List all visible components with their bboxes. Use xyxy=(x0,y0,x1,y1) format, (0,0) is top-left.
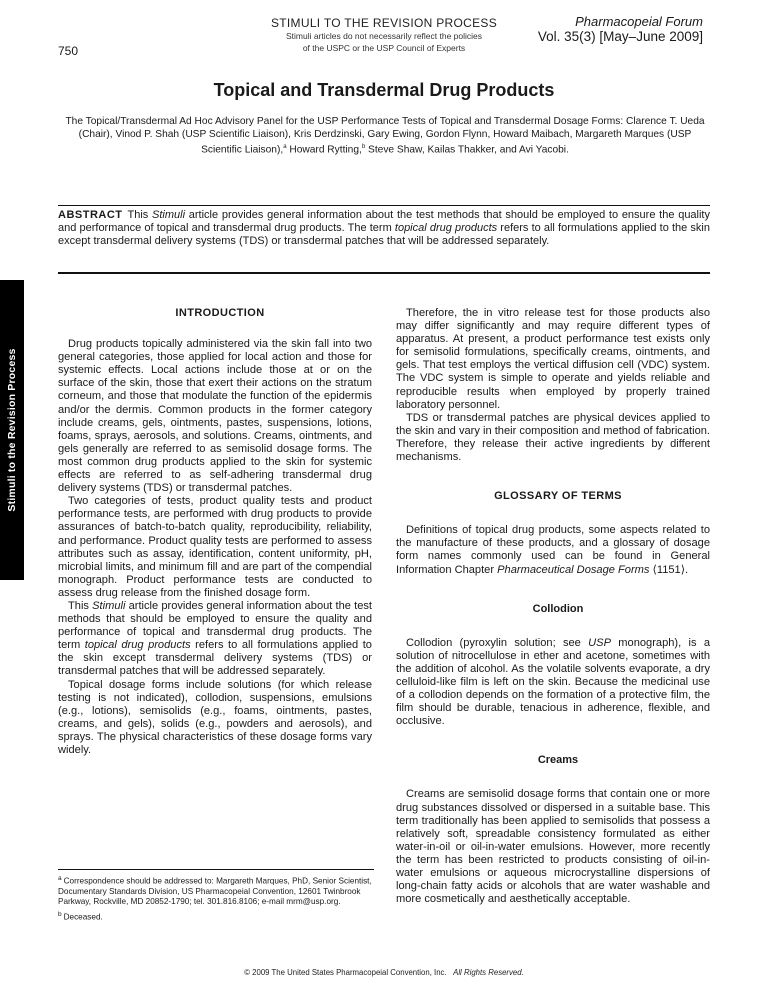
left-column xyxy=(58,307,372,757)
glossary-text-2: ⟨1151⟩. xyxy=(649,563,689,576)
journal-issue: Vol. 35(3) [May–June 2009] xyxy=(537,29,703,44)
intro-paragraph-4: Topical dosage forms include solutions (for which release testing is not indicated), collodion, suspensions, emulsions (e.g., lotions), semisolids (e.g., foams, ointments, pastes, creams, and gels), solids (e.g., powders and aerosols), and sprays. The physical characteristics of these dosage forms vary widely. xyxy=(58,678,372,756)
article-title: Topical and Transdermal Drug Products xyxy=(213,80,555,100)
section-side-tab xyxy=(0,280,24,580)
journal-info xyxy=(538,14,703,44)
copyright-text: © 2009 The United States Pharmacopeial Convention, Inc. xyxy=(244,968,447,977)
footnote-a-text: Correspondence should be addressed to: Margareth Marques, PhD, Senior Scientist, Documentary Standards Division, US Pharmacopeial Convention, 12601 Twinbrook Parkway, Rockville, MD 20852-1790; tel. 301.816.8106; e-mail mrm@usp.org. xyxy=(58,876,372,907)
p3-italic-1: Stimuli xyxy=(92,599,126,612)
authors-text-3: Steve Shaw, Kailas Thakker, and Avi Yacobi. xyxy=(365,144,569,156)
collodion-italic: USP xyxy=(588,636,611,649)
intro-paragraph-6: TDS or transdermal patches are physical devices applied to the skin and vary in their composition and method of fabrication. Therefore, they release their active ingredients by different mechanisms. xyxy=(396,411,710,464)
glossary-text-1: Definitions of topical drug products, some aspects related to the manufacture of these products, and a glossary of dosage form names commonly used can be found in General Information Chapter xyxy=(396,524,710,576)
page-footer xyxy=(0,968,768,977)
rights-text: All Rights Reserved. xyxy=(453,968,524,977)
abstract-italic-1: Stimuli xyxy=(152,209,186,221)
creams-paragraph: Creams are semisolid dosage forms that contain one or more drug substances dissolved or dispersed in a suitable base. This term traditionally has been applied to semisolids that possess a relatively soft, spreadable consistency formulated as either water-in-oil or oil-in-water emulsions. However, more recently the term has been restricted to products consisting of oil-in-water emulsions or aqueous microcrystalline dispersions of long-chain fatty acids or alcohols that are water washable and more cosmetically and aesthetically acceptable. xyxy=(396,788,710,906)
abstract xyxy=(58,209,710,249)
disclaimer-line-1: Stimuli articles do not necessarily reflect the policies xyxy=(285,31,483,41)
glossary-heading: GLOSSARY OF TERMS xyxy=(494,490,622,503)
footnote-rule xyxy=(58,869,374,870)
author-list xyxy=(65,116,705,157)
disclaimer-line-2: of the USPC or the USP Council of Experts xyxy=(302,43,466,53)
page-number: 750 xyxy=(58,44,79,58)
intro-paragraph-1: Drug products topically administered via the skin fall into two general categories, those applied for local action and those for systemic effects. Local actions include those at or on the surface of the skin, those that exert their actions on the stratum corneum, and those that modulate the function of the epidermis and/or the dermis. Common products in the former category include creams, gels, ointments, pastes, suspensions, lotions, foams, sprays, aerosols, and solutions. Creams, ointments, and gels generally are referred to as semisolid dosage forms. The most common drug products applied to the skin for systemic effects are referred to as self-adhering transdermal drug delivery systems (TDS) or transdermal patches. xyxy=(58,338,372,495)
p3-text-1: This xyxy=(68,599,93,612)
footnote-b-text: Deceased. xyxy=(63,913,103,923)
intro-paragraph-2: Two categories of tests, product quality tests and product performance tests, are performed with drug products to provide assurances of batch-to-batch quality, reproducibility, reliability, and performance. Product quality tests are performed to assess attributes such as assay, identification, content uniformity, pH, microbial limits, and minimum fill and are part of the compendial monograph. Product performance tests are conducted to assess drug release from the finished dosage form. xyxy=(58,495,372,599)
footnote-a-mark: a xyxy=(58,875,62,882)
footnote-ref-a: a xyxy=(283,144,287,150)
intro-paragraph-3 xyxy=(58,600,372,679)
abstract-bottom-rule xyxy=(58,272,710,274)
glossary-paragraph xyxy=(396,524,710,576)
journal-name: Pharmacopeial Forum xyxy=(575,14,703,29)
collodion-text-2: monograph), is a solution of nitrocellulose in ether and acetone, sometimes with the addition of alcohol. As the volatile solvents evaporate, a dry celluloid-like film is left on the skin. Because the medicinal use of a collodion depends on the formation of a protective film, the film should be durable, tenacious in adherence, flexible, and occlusive. xyxy=(396,636,710,728)
footnote-b-mark: b xyxy=(58,911,62,919)
collodion-paragraph xyxy=(396,637,710,729)
glossary-italic: Pharmaceutical Dosage Forms xyxy=(497,563,650,576)
abstract-label: ABSTRACT xyxy=(58,209,123,221)
side-tab-label: Stimuli to the Revision Process xyxy=(6,348,18,512)
p3-italic-2: topical drug products xyxy=(84,639,191,652)
abstract-italic-2: topical drug products xyxy=(394,222,498,235)
introduction-heading: INTRODUCTION xyxy=(175,307,265,319)
footnote-a xyxy=(58,874,372,907)
p3-text-3: refers to all formulations applied to the skin except transdermal delivery systems (TDS) or transdermal patches that will be addressed separately. xyxy=(58,639,372,678)
p3-text-2: article provides general information about the test methods that should be employed to ensure the quality and performance of topical and transdermal drug products. The term xyxy=(58,599,372,652)
authors-text-1: The Topical/Transdermal Ad Hoc Advisory Panel for the USP Performance Tests of Topical and Transdermal Dosage Forms: Clarence T. Ueda (Chair), Vinod P. Shah (USP Scientific Liaison), Kris Derdzinski, Gary Ewing, Gordon Flynn, Howard Maibach, Margareth Marques (USP Scientific Liaison), xyxy=(65,116,705,156)
abstract-text-2: article provides general information about the test methods that should be employed to ensure the quality and performance of topical and transdermal drug products. The term xyxy=(58,209,710,235)
collodion-text-1: Collodion (pyroxylin solution; see xyxy=(406,636,589,649)
section-title: STIMULI TO THE REVISION PROCESS xyxy=(270,16,497,30)
abstract-text-3: refers to all formulations applied to the skin except transdermal delivery systems (TDS) or transdermal patches that will be addressed separately. xyxy=(58,222,710,248)
collodion-heading: Collodion xyxy=(532,602,584,615)
footnotes xyxy=(58,874,372,926)
creams-heading: Creams xyxy=(537,754,579,767)
authors-text-2: Howard Rytting, xyxy=(286,144,362,156)
right-column xyxy=(396,307,710,906)
abstract-top-rule xyxy=(58,205,710,206)
footnote-ref-b: b xyxy=(361,144,366,150)
intro-paragraph-5: Therefore, the in vitro release test for those products also may differ significantly and may require different types of apparatus. At present, a product performance test exists only for semisolid formulations, specifically creams, ointments, and gels. That test employs the vertical diffusion cell (VDC) system. The VDC system is simple to operate and yields reliable and reproducible results when employed by properly trained laboratory personnel. xyxy=(396,307,710,411)
footnote-b xyxy=(58,910,372,923)
abstract-text-1: This xyxy=(127,209,153,221)
